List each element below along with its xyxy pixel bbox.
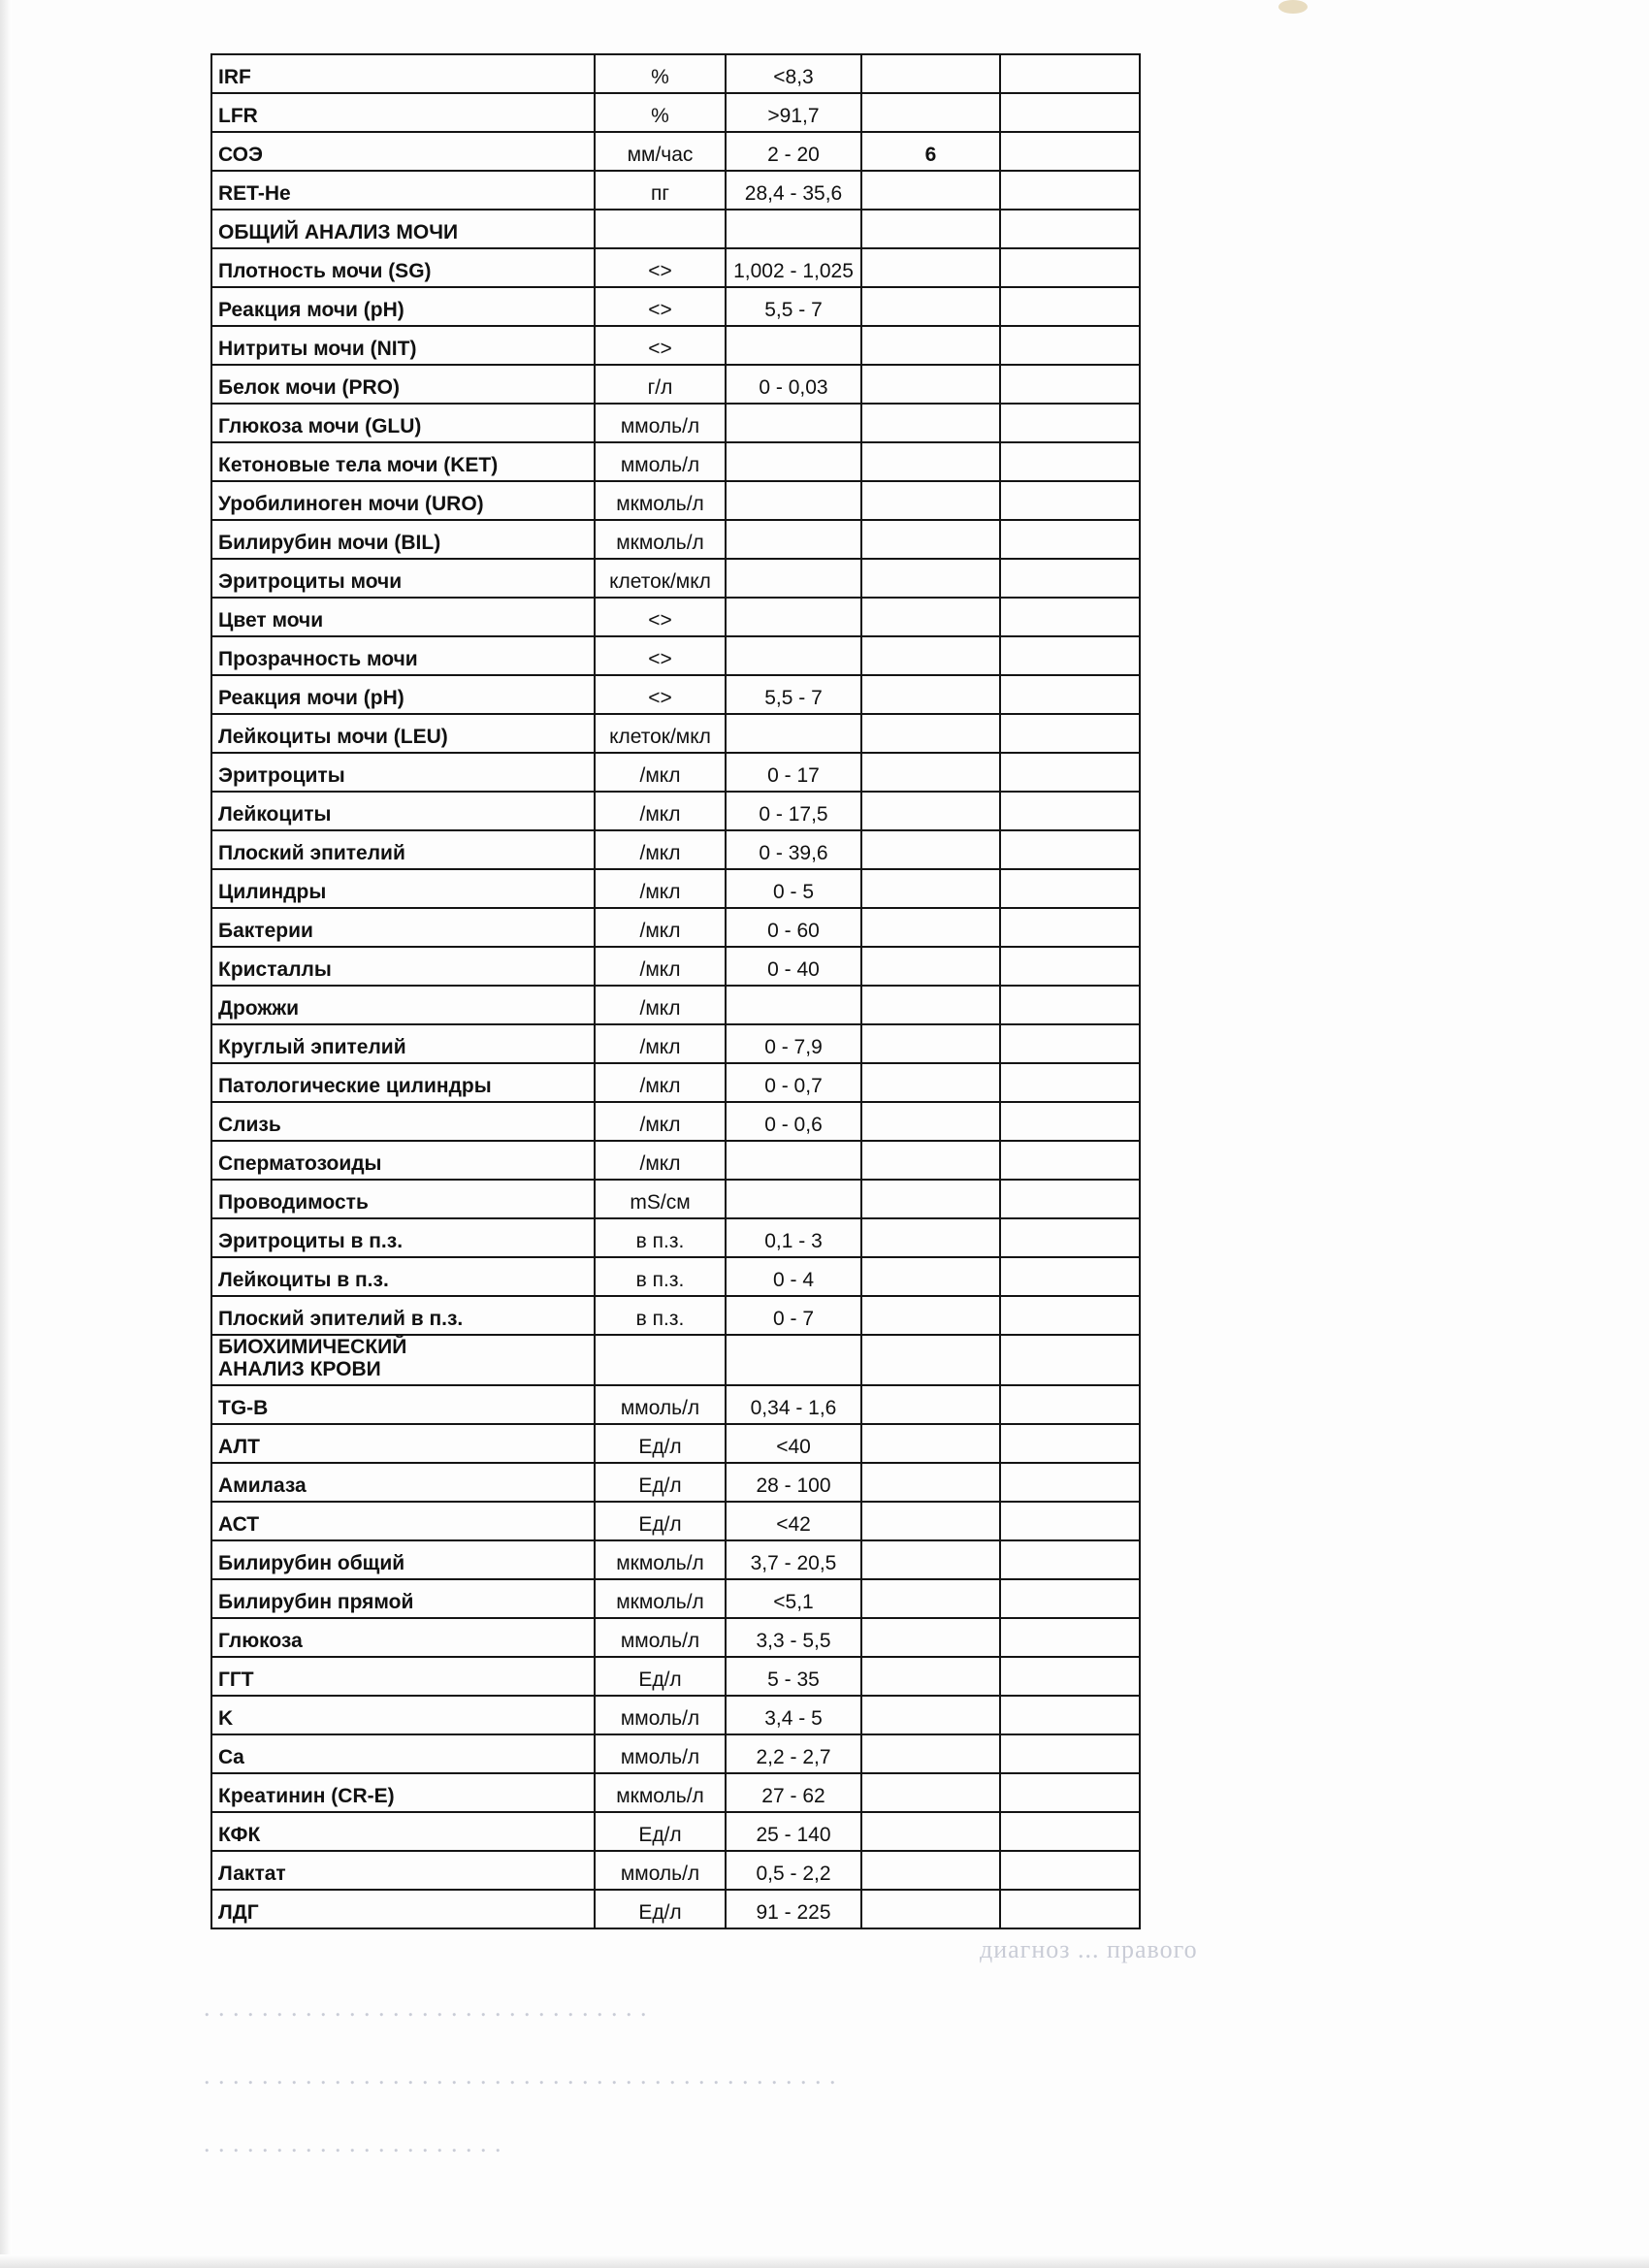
table-row — [211, 986, 1140, 1024]
reference-range-cell: 25 - 140 — [726, 1812, 861, 1851]
result-cell-1 — [861, 520, 1000, 559]
result-cell-1 — [861, 1385, 1000, 1424]
unit-cell: в п.з. — [595, 1218, 726, 1257]
result-cell-2 — [1000, 132, 1140, 171]
reference-range-cell — [726, 404, 861, 442]
result-cell-2 — [1000, 753, 1140, 792]
test-name-cell: RET-He — [211, 171, 595, 210]
unit-cell: мм/час — [595, 132, 726, 171]
test-name-cell: Цвет мочи — [211, 598, 595, 636]
test-name-cell: Эритроциты — [211, 753, 595, 792]
table-row — [211, 908, 1140, 947]
result-cell-2 — [1000, 365, 1140, 404]
reference-range-cell: 0,34 - 1,6 — [726, 1385, 861, 1424]
table-row — [211, 636, 1140, 675]
test-name-cell: Сперматозоиды — [211, 1141, 595, 1180]
result-cell-2 — [1000, 442, 1140, 481]
unit-cell: /мкл — [595, 947, 726, 986]
reference-range-cell — [726, 714, 861, 753]
unit-cell: <> — [595, 598, 726, 636]
result-cell-2 — [1000, 1734, 1140, 1773]
unit-cell: мкмоль/л — [595, 481, 726, 520]
result-cell-1 — [861, 947, 1000, 986]
unit-cell: мкмоль/л — [595, 520, 726, 559]
test-name-cell: Глюкоза — [211, 1618, 595, 1657]
unit-cell: % — [595, 93, 726, 132]
reference-range-cell: <5,1 — [726, 1579, 861, 1618]
lab-results-body — [211, 54, 1140, 1928]
table-row — [211, 1657, 1140, 1696]
unit-cell: /мкл — [595, 753, 726, 792]
test-name-cell: СОЭ — [211, 132, 595, 171]
unit-cell: /мкл — [595, 830, 726, 869]
result-cell-1 — [861, 171, 1000, 210]
result-cell-2 — [1000, 1024, 1140, 1063]
result-cell-1 — [861, 675, 1000, 714]
result-cell-2 — [1000, 1296, 1140, 1335]
table-row — [211, 1540, 1140, 1579]
table-row — [211, 481, 1140, 520]
reference-range-cell: 0 - 39,6 — [726, 830, 861, 869]
result-cell-1 — [861, 326, 1000, 365]
unit-cell: Ед/л — [595, 1424, 726, 1463]
table-row — [211, 210, 1140, 248]
table-row — [211, 559, 1140, 598]
test-name-cell: Эритроциты в п.з. — [211, 1218, 595, 1257]
test-name-cell: Белок мочи (PRO) — [211, 365, 595, 404]
unit-cell: Ед/л — [595, 1502, 726, 1540]
result-cell-2 — [1000, 1335, 1140, 1385]
test-name-cell: Слизь — [211, 1102, 595, 1141]
result-cell-1 — [861, 1734, 1000, 1773]
table-row — [211, 1180, 1140, 1218]
table-row — [211, 869, 1140, 908]
unit-cell: Ед/л — [595, 1657, 726, 1696]
reference-range-cell: 28 - 100 — [726, 1463, 861, 1502]
result-cell-2 — [1000, 1141, 1140, 1180]
test-name-cell: IRF — [211, 54, 595, 93]
unit-cell: /мкл — [595, 1102, 726, 1141]
reference-range-cell — [726, 442, 861, 481]
table-row — [211, 1696, 1140, 1734]
result-cell-2 — [1000, 1773, 1140, 1812]
reference-range-cell: 0 - 4 — [726, 1257, 861, 1296]
result-cell-1 — [861, 365, 1000, 404]
unit-cell: г/л — [595, 365, 726, 404]
table-row — [211, 675, 1140, 714]
scan-speck — [1278, 0, 1308, 14]
result-cell-2 — [1000, 1890, 1140, 1928]
unit-cell: мкмоль/л — [595, 1540, 726, 1579]
unit-cell: ммоль/л — [595, 1734, 726, 1773]
result-cell-1 — [861, 753, 1000, 792]
result-cell-1 — [861, 869, 1000, 908]
unit-cell: /мкл — [595, 986, 726, 1024]
reference-range-cell: 0 - 7,9 — [726, 1024, 861, 1063]
unit-cell: пг — [595, 171, 726, 210]
result-cell-1 — [861, 792, 1000, 830]
table-row — [211, 326, 1140, 365]
reference-range-cell: 5,5 - 7 — [726, 675, 861, 714]
reference-range-cell — [726, 1180, 861, 1218]
result-cell-1 — [861, 986, 1000, 1024]
unit-cell: мкмоль/л — [595, 1579, 726, 1618]
reference-range-cell — [726, 481, 861, 520]
result-cell-2 — [1000, 54, 1140, 93]
reference-range-cell: 91 - 225 — [726, 1890, 861, 1928]
result-cell-2 — [1000, 1463, 1140, 1502]
result-cell-1 — [861, 598, 1000, 636]
reference-range-cell: 0 - 17 — [726, 753, 861, 792]
table-row — [211, 132, 1140, 171]
unit-cell: в п.з. — [595, 1257, 726, 1296]
result-cell-2 — [1000, 1102, 1140, 1141]
test-name-cell: Уробилиноген мочи (URO) — [211, 481, 595, 520]
result-cell-1 — [861, 1579, 1000, 1618]
result-cell-2 — [1000, 287, 1140, 326]
unit-cell: <> — [595, 287, 726, 326]
table-row — [211, 1141, 1140, 1180]
result-cell-1 — [861, 1257, 1000, 1296]
result-cell-2 — [1000, 1424, 1140, 1463]
test-name-cell: ОБЩИЙ АНАЛИЗ МОЧИ — [211, 210, 595, 248]
table-row — [211, 1812, 1140, 1851]
result-cell-1 — [861, 1851, 1000, 1890]
scan-edge-shadow — [0, 0, 12, 2268]
reference-range-cell: 2 - 20 — [726, 132, 861, 171]
result-cell-1 — [861, 481, 1000, 520]
test-name-cell: Дрожжи — [211, 986, 595, 1024]
result-cell-1 — [861, 1218, 1000, 1257]
test-name-cell: Лейкоциты — [211, 792, 595, 830]
bleed-through-text: диагноз ... правого — [980, 1935, 1198, 1963]
result-cell-2 — [1000, 947, 1140, 986]
test-name-cell: Нитриты мочи (NIT) — [211, 326, 595, 365]
table-row — [211, 1218, 1140, 1257]
unit-cell: /мкл — [595, 792, 726, 830]
unit-cell: /мкл — [595, 908, 726, 947]
table-row — [211, 792, 1140, 830]
reference-range-cell: 28,4 - 35,6 — [726, 171, 861, 210]
result-cell-2 — [1000, 1502, 1140, 1540]
test-name-cell: Патологические цилиндры — [211, 1063, 595, 1102]
result-cell-1 — [861, 1141, 1000, 1180]
test-name-cell: АЛТ — [211, 1424, 595, 1463]
unit-cell: в п.з. — [595, 1296, 726, 1335]
result-cell-1 — [861, 1890, 1000, 1928]
test-name-cell: ЛДГ — [211, 1890, 595, 1928]
unit-cell: ммоль/л — [595, 1385, 726, 1424]
unit-cell: /мкл — [595, 1141, 726, 1180]
table-row — [211, 54, 1140, 93]
unit-cell: ммоль/л — [595, 442, 726, 481]
bleed-through-text: . . . . . . . . . . . . . . . . . . . . . . . . . . . . . . . . . . . . . . . . . . . . — [204, 2061, 837, 2090]
reference-range-cell — [726, 598, 861, 636]
result-cell-1 — [861, 1773, 1000, 1812]
reference-range-cell — [726, 1335, 861, 1385]
reference-range-cell: 0 - 17,5 — [726, 792, 861, 830]
reference-range-cell — [726, 986, 861, 1024]
result-cell-2 — [1000, 986, 1140, 1024]
table-row — [211, 1618, 1140, 1657]
test-name-cell: Плоский эпителий — [211, 830, 595, 869]
scan-bottom-shadow — [0, 2254, 1649, 2268]
table-row — [211, 1502, 1140, 1540]
result-cell-1 — [861, 1618, 1000, 1657]
table-row — [211, 365, 1140, 404]
test-name-cell: Глюкоза мочи (GLU) — [211, 404, 595, 442]
table-row — [211, 1851, 1140, 1890]
result-cell-1 — [861, 1180, 1000, 1218]
result-cell-1 — [861, 714, 1000, 753]
reference-range-cell: 1,002 - 1,025 — [726, 248, 861, 287]
reference-range-cell: <40 — [726, 1424, 861, 1463]
test-name-cell: Кетоновые тела мочи (KET) — [211, 442, 595, 481]
result-cell-1 — [861, 404, 1000, 442]
test-name-cell: КФК — [211, 1812, 595, 1851]
reference-range-cell — [726, 559, 861, 598]
table-row — [211, 1257, 1140, 1296]
table-row — [211, 1773, 1140, 1812]
result-cell-1 — [861, 442, 1000, 481]
result-cell-2 — [1000, 1257, 1140, 1296]
result-cell-2 — [1000, 598, 1140, 636]
reference-range-cell: 0 - 0,7 — [726, 1063, 861, 1102]
result-cell-1 — [861, 248, 1000, 287]
reference-range-cell: 0 - 5 — [726, 869, 861, 908]
unit-cell: ммоль/л — [595, 1851, 726, 1890]
test-name-cell: LFR — [211, 93, 595, 132]
result-cell-2 — [1000, 520, 1140, 559]
unit-cell: <> — [595, 675, 726, 714]
unit-cell — [595, 1335, 726, 1385]
reference-range-cell: 0 - 0,03 — [726, 365, 861, 404]
table-row — [211, 442, 1140, 481]
reference-range-cell — [726, 326, 861, 365]
unit-cell: <> — [595, 636, 726, 675]
unit-cell: mS/см — [595, 1180, 726, 1218]
unit-cell: Ед/л — [595, 1812, 726, 1851]
reference-range-cell: <42 — [726, 1502, 861, 1540]
unit-cell: мкмоль/л — [595, 1773, 726, 1812]
unit-cell: % — [595, 54, 726, 93]
result-cell-1 — [861, 1696, 1000, 1734]
test-name-cell: Билирубин общий — [211, 1540, 595, 1579]
result-cell-1 — [861, 1024, 1000, 1063]
unit-cell: <> — [595, 326, 726, 365]
reference-range-cell: <8,3 — [726, 54, 861, 93]
result-cell-2 — [1000, 1696, 1140, 1734]
test-name-cell: Лактат — [211, 1851, 595, 1890]
result-cell-2 — [1000, 171, 1140, 210]
bleed-through-text: . . . . . . . . . . . . . . . . . . . . . — [204, 2129, 502, 2157]
result-cell-2 — [1000, 1812, 1140, 1851]
table-row — [211, 248, 1140, 287]
test-name-cell: Лейкоциты в п.з. — [211, 1257, 595, 1296]
reference-range-cell: 0 - 40 — [726, 947, 861, 986]
result-cell-2 — [1000, 93, 1140, 132]
result-cell-2 — [1000, 675, 1140, 714]
unit-cell: ммоль/л — [595, 1696, 726, 1734]
reference-range-cell: 0 - 7 — [726, 1296, 861, 1335]
table-row — [211, 1385, 1140, 1424]
result-cell-2 — [1000, 792, 1140, 830]
result-cell-2 — [1000, 1618, 1140, 1657]
reference-range-cell — [726, 520, 861, 559]
result-cell-1 — [861, 210, 1000, 248]
unit-cell: клеток/мкл — [595, 559, 726, 598]
unit-cell: ммоль/л — [595, 1618, 726, 1657]
result-cell-1 — [861, 559, 1000, 598]
test-name-cell: TG-B — [211, 1385, 595, 1424]
result-cell-2 — [1000, 1579, 1140, 1618]
unit-cell: /мкл — [595, 869, 726, 908]
result-cell-2 — [1000, 210, 1140, 248]
result-cell-2 — [1000, 636, 1140, 675]
result-cell-2 — [1000, 326, 1140, 365]
unit-cell: Ед/л — [595, 1463, 726, 1502]
result-cell-2 — [1000, 908, 1140, 947]
reference-range-cell: 2,2 - 2,7 — [726, 1734, 861, 1773]
result-cell-2 — [1000, 1385, 1140, 1424]
result-cell-1: 6 — [861, 132, 1000, 171]
result-cell-2 — [1000, 248, 1140, 287]
reference-range-cell — [726, 210, 861, 248]
result-cell-1 — [861, 1296, 1000, 1335]
reference-range-cell: 5 - 35 — [726, 1657, 861, 1696]
result-cell-1 — [861, 93, 1000, 132]
bleed-through-text: . . . . . . . . . . . . . . . . . . . . . . . . . . . . . . . — [204, 1993, 648, 2022]
result-cell-1 — [861, 1063, 1000, 1102]
table-row — [211, 598, 1140, 636]
reference-range-cell: 27 - 62 — [726, 1773, 861, 1812]
reference-range-cell: >91,7 — [726, 93, 861, 132]
table-row — [211, 947, 1140, 986]
reference-range-cell: 0,5 - 2,2 — [726, 1851, 861, 1890]
table-row — [211, 404, 1140, 442]
result-cell-1 — [861, 1502, 1000, 1540]
result-cell-2 — [1000, 1218, 1140, 1257]
table-row — [211, 171, 1140, 210]
test-name-cell: Плотность мочи (SG) — [211, 248, 595, 287]
result-cell-1 — [861, 1812, 1000, 1851]
test-name-cell: Кристаллы — [211, 947, 595, 986]
table-row — [211, 1424, 1140, 1463]
table-row — [211, 93, 1140, 132]
result-cell-1 — [861, 287, 1000, 326]
table-row — [211, 714, 1140, 753]
result-cell-1 — [861, 1657, 1000, 1696]
result-cell-1 — [861, 830, 1000, 869]
test-name-cell: Билирубин мочи (BIL) — [211, 520, 595, 559]
unit-cell: /мкл — [595, 1063, 726, 1102]
test-name-cell: K — [211, 1696, 595, 1734]
test-name-cell: ГГТ — [211, 1657, 595, 1696]
unit-cell: /мкл — [595, 1024, 726, 1063]
table-row — [211, 1335, 1140, 1385]
test-name-cell: Цилиндры — [211, 869, 595, 908]
unit-cell: клеток/мкл — [595, 714, 726, 753]
reference-range-cell — [726, 1141, 861, 1180]
table-row — [211, 1463, 1140, 1502]
result-cell-2 — [1000, 404, 1140, 442]
table-row — [211, 1734, 1140, 1773]
reference-range-cell: 0 - 60 — [726, 908, 861, 947]
test-name-cell: Круглый эпителий — [211, 1024, 595, 1063]
test-name-cell: Билирубин прямой — [211, 1579, 595, 1618]
reference-range-cell: 5,5 - 7 — [726, 287, 861, 326]
reference-range-cell: 0,1 - 3 — [726, 1218, 861, 1257]
result-cell-1 — [861, 1335, 1000, 1385]
unit-cell — [595, 210, 726, 248]
table-row — [211, 1102, 1140, 1141]
result-cell-2 — [1000, 559, 1140, 598]
result-cell-2 — [1000, 1657, 1140, 1696]
test-name-cell: Проводимость — [211, 1180, 595, 1218]
result-cell-2 — [1000, 830, 1140, 869]
reference-range-cell — [726, 636, 861, 675]
unit-cell: Ед/л — [595, 1890, 726, 1928]
test-name-cell: Эритроциты мочи — [211, 559, 595, 598]
result-cell-1 — [861, 1540, 1000, 1579]
test-name-cell: Амилаза — [211, 1463, 595, 1502]
lab-results-table — [210, 53, 1141, 1929]
table-row — [211, 753, 1140, 792]
table-row — [211, 1890, 1140, 1928]
result-cell-2 — [1000, 481, 1140, 520]
result-cell-1 — [861, 1463, 1000, 1502]
result-cell-1 — [861, 908, 1000, 947]
reference-range-cell: 3,4 - 5 — [726, 1696, 861, 1734]
test-name-cell: АСТ — [211, 1502, 595, 1540]
test-name-cell: БИОХИМИЧЕСКИЙ АНАЛИЗ КРОВИ — [211, 1335, 595, 1385]
result-cell-2 — [1000, 714, 1140, 753]
result-cell-1 — [861, 1424, 1000, 1463]
unit-cell: ммоль/л — [595, 404, 726, 442]
test-name-cell: Реакция мочи (pH) — [211, 675, 595, 714]
test-name-cell: Плоский эпителий в п.з. — [211, 1296, 595, 1335]
table-row — [211, 287, 1140, 326]
reference-range-cell: 3,3 - 5,5 — [726, 1618, 861, 1657]
result-cell-2 — [1000, 1540, 1140, 1579]
result-cell-2 — [1000, 1851, 1140, 1890]
result-cell-2 — [1000, 869, 1140, 908]
test-name-cell: Лейкоциты мочи (LEU) — [211, 714, 595, 753]
test-name-cell: Прозрачность мочи — [211, 636, 595, 675]
test-name-cell: Реакция мочи (pH) — [211, 287, 595, 326]
table-row — [211, 520, 1140, 559]
result-cell-2 — [1000, 1063, 1140, 1102]
result-cell-1 — [861, 54, 1000, 93]
table-row — [211, 1063, 1140, 1102]
reference-range-cell: 0 - 0,6 — [726, 1102, 861, 1141]
test-name-cell: Ca — [211, 1734, 595, 1773]
result-cell-2 — [1000, 1180, 1140, 1218]
table-row — [211, 830, 1140, 869]
result-cell-1 — [861, 636, 1000, 675]
result-cell-1 — [861, 1102, 1000, 1141]
table-row — [211, 1296, 1140, 1335]
unit-cell: <> — [595, 248, 726, 287]
reference-range-cell: 3,7 - 20,5 — [726, 1540, 861, 1579]
table-row — [211, 1024, 1140, 1063]
test-name-cell: Креатинин (CR-E) — [211, 1773, 595, 1812]
table-row — [211, 1579, 1140, 1618]
test-name-cell: Бактерии — [211, 908, 595, 947]
